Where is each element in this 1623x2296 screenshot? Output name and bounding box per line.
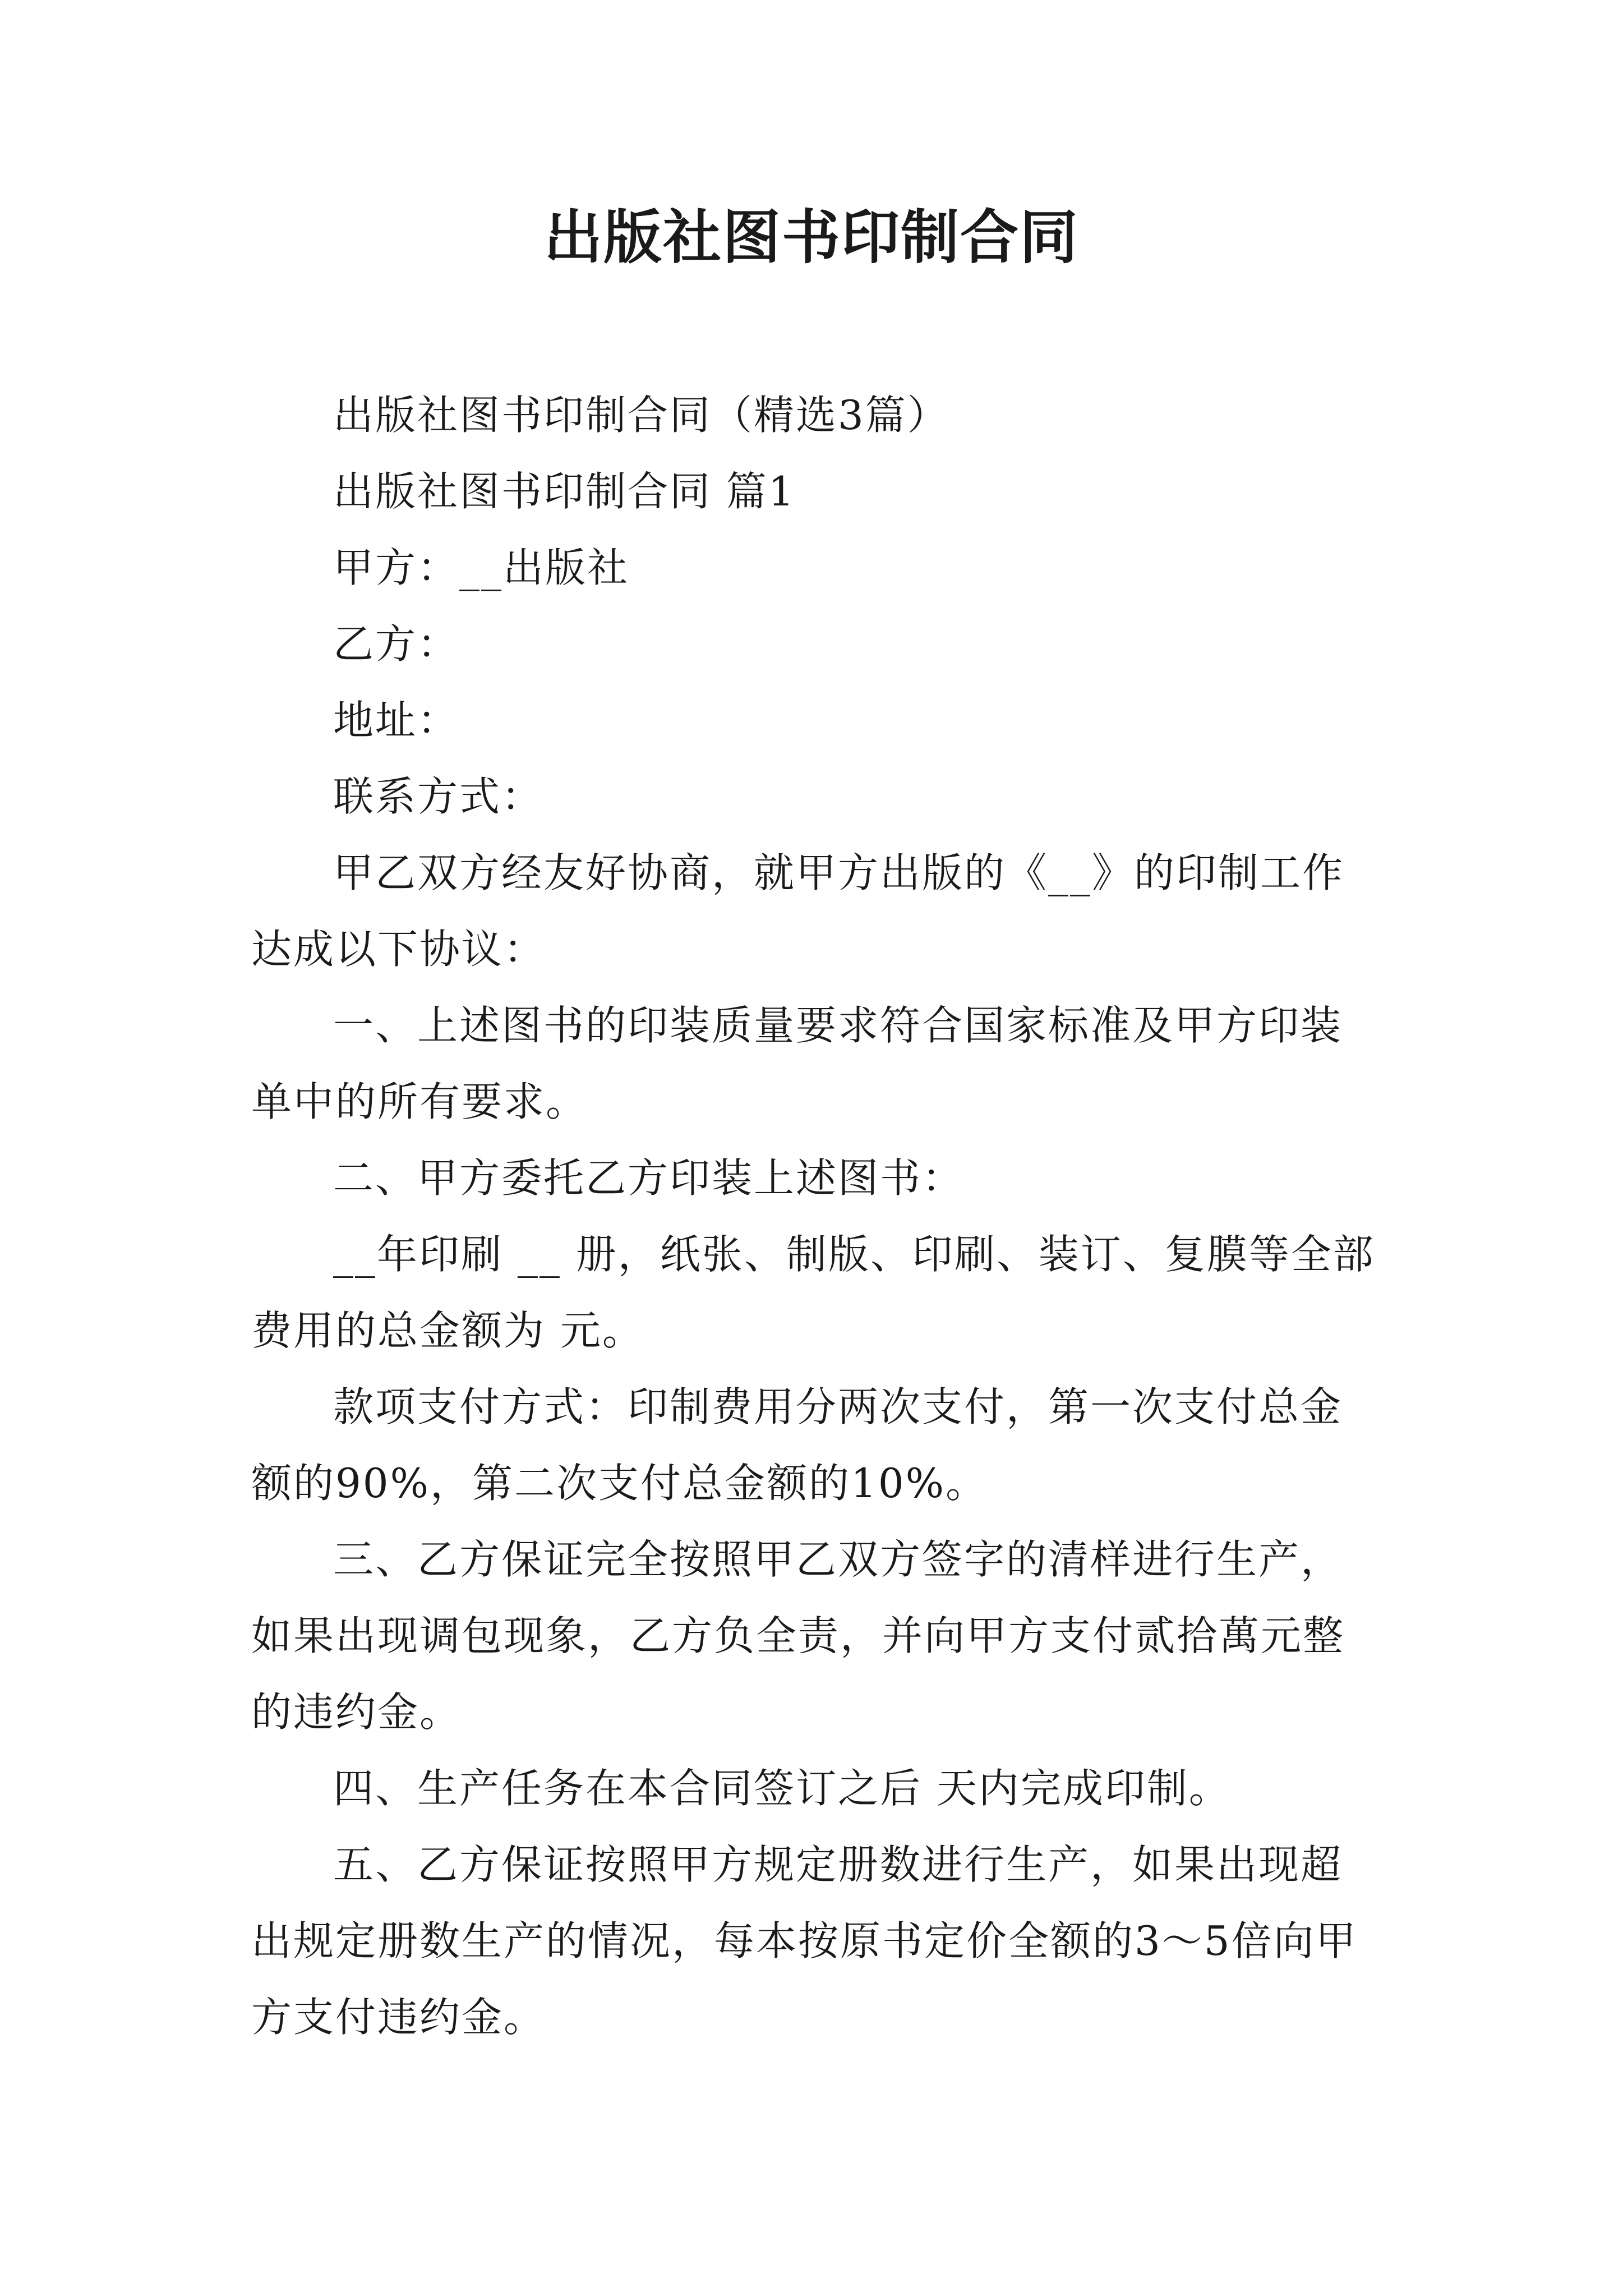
clause-4: 四、生产任务在本合同签订之后 天内完成印制。 [333,1765,1231,1812]
party-a-line: 甲方：__出版社 [333,544,630,591]
clause-5: 五、乙方保证按照甲方规定册数进行生产，如果出现超出规定册数生产的情况，每本按原书定价全额的3～5倍向甲方支付违约金。 [251,1841,1358,2041]
document-title: 出版社图书印制合同 [543,203,1079,272]
subtitle-paragraph: 出版社图书印制合同（精选3篇） [333,392,949,439]
party-b-line: 乙方： [333,620,460,668]
clause-3: 三、乙方保证完全按照甲乙双方签字的清样进行生产，如果出现调包现象，乙方负全责，并向甲方支付贰拾萬元整的违约金。 [251,1536,1345,1736]
contact-line: 联系方式： [333,773,544,820]
clause-2: 二、甲方委托乙方印装上述图书： [333,1154,965,1202]
section-heading: 出版社图书印制合同 篇1 [333,468,796,515]
document-body [251,377,1384,2055]
address-line: 地址： [333,697,460,744]
intro-paragraph: 甲乙双方经友好协商，就甲方出版的《__》的印制工作达成以下协议： [251,849,1345,973]
payment-terms: 款项支付方式：印制费用分两次支付，第一次支付总金额的90%，第二次支付总金额的10%。 [251,1383,1343,1507]
clause-1: 一、上述图书的印装质量要求符合国家标准及甲方印装单中的所有要求。 [251,1002,1343,1125]
clause-2-detail: __年印刷 __ 册，纸张、制版、印刷、装订、复膜等全部费用的总金额为 元。 [251,1231,1375,1354]
